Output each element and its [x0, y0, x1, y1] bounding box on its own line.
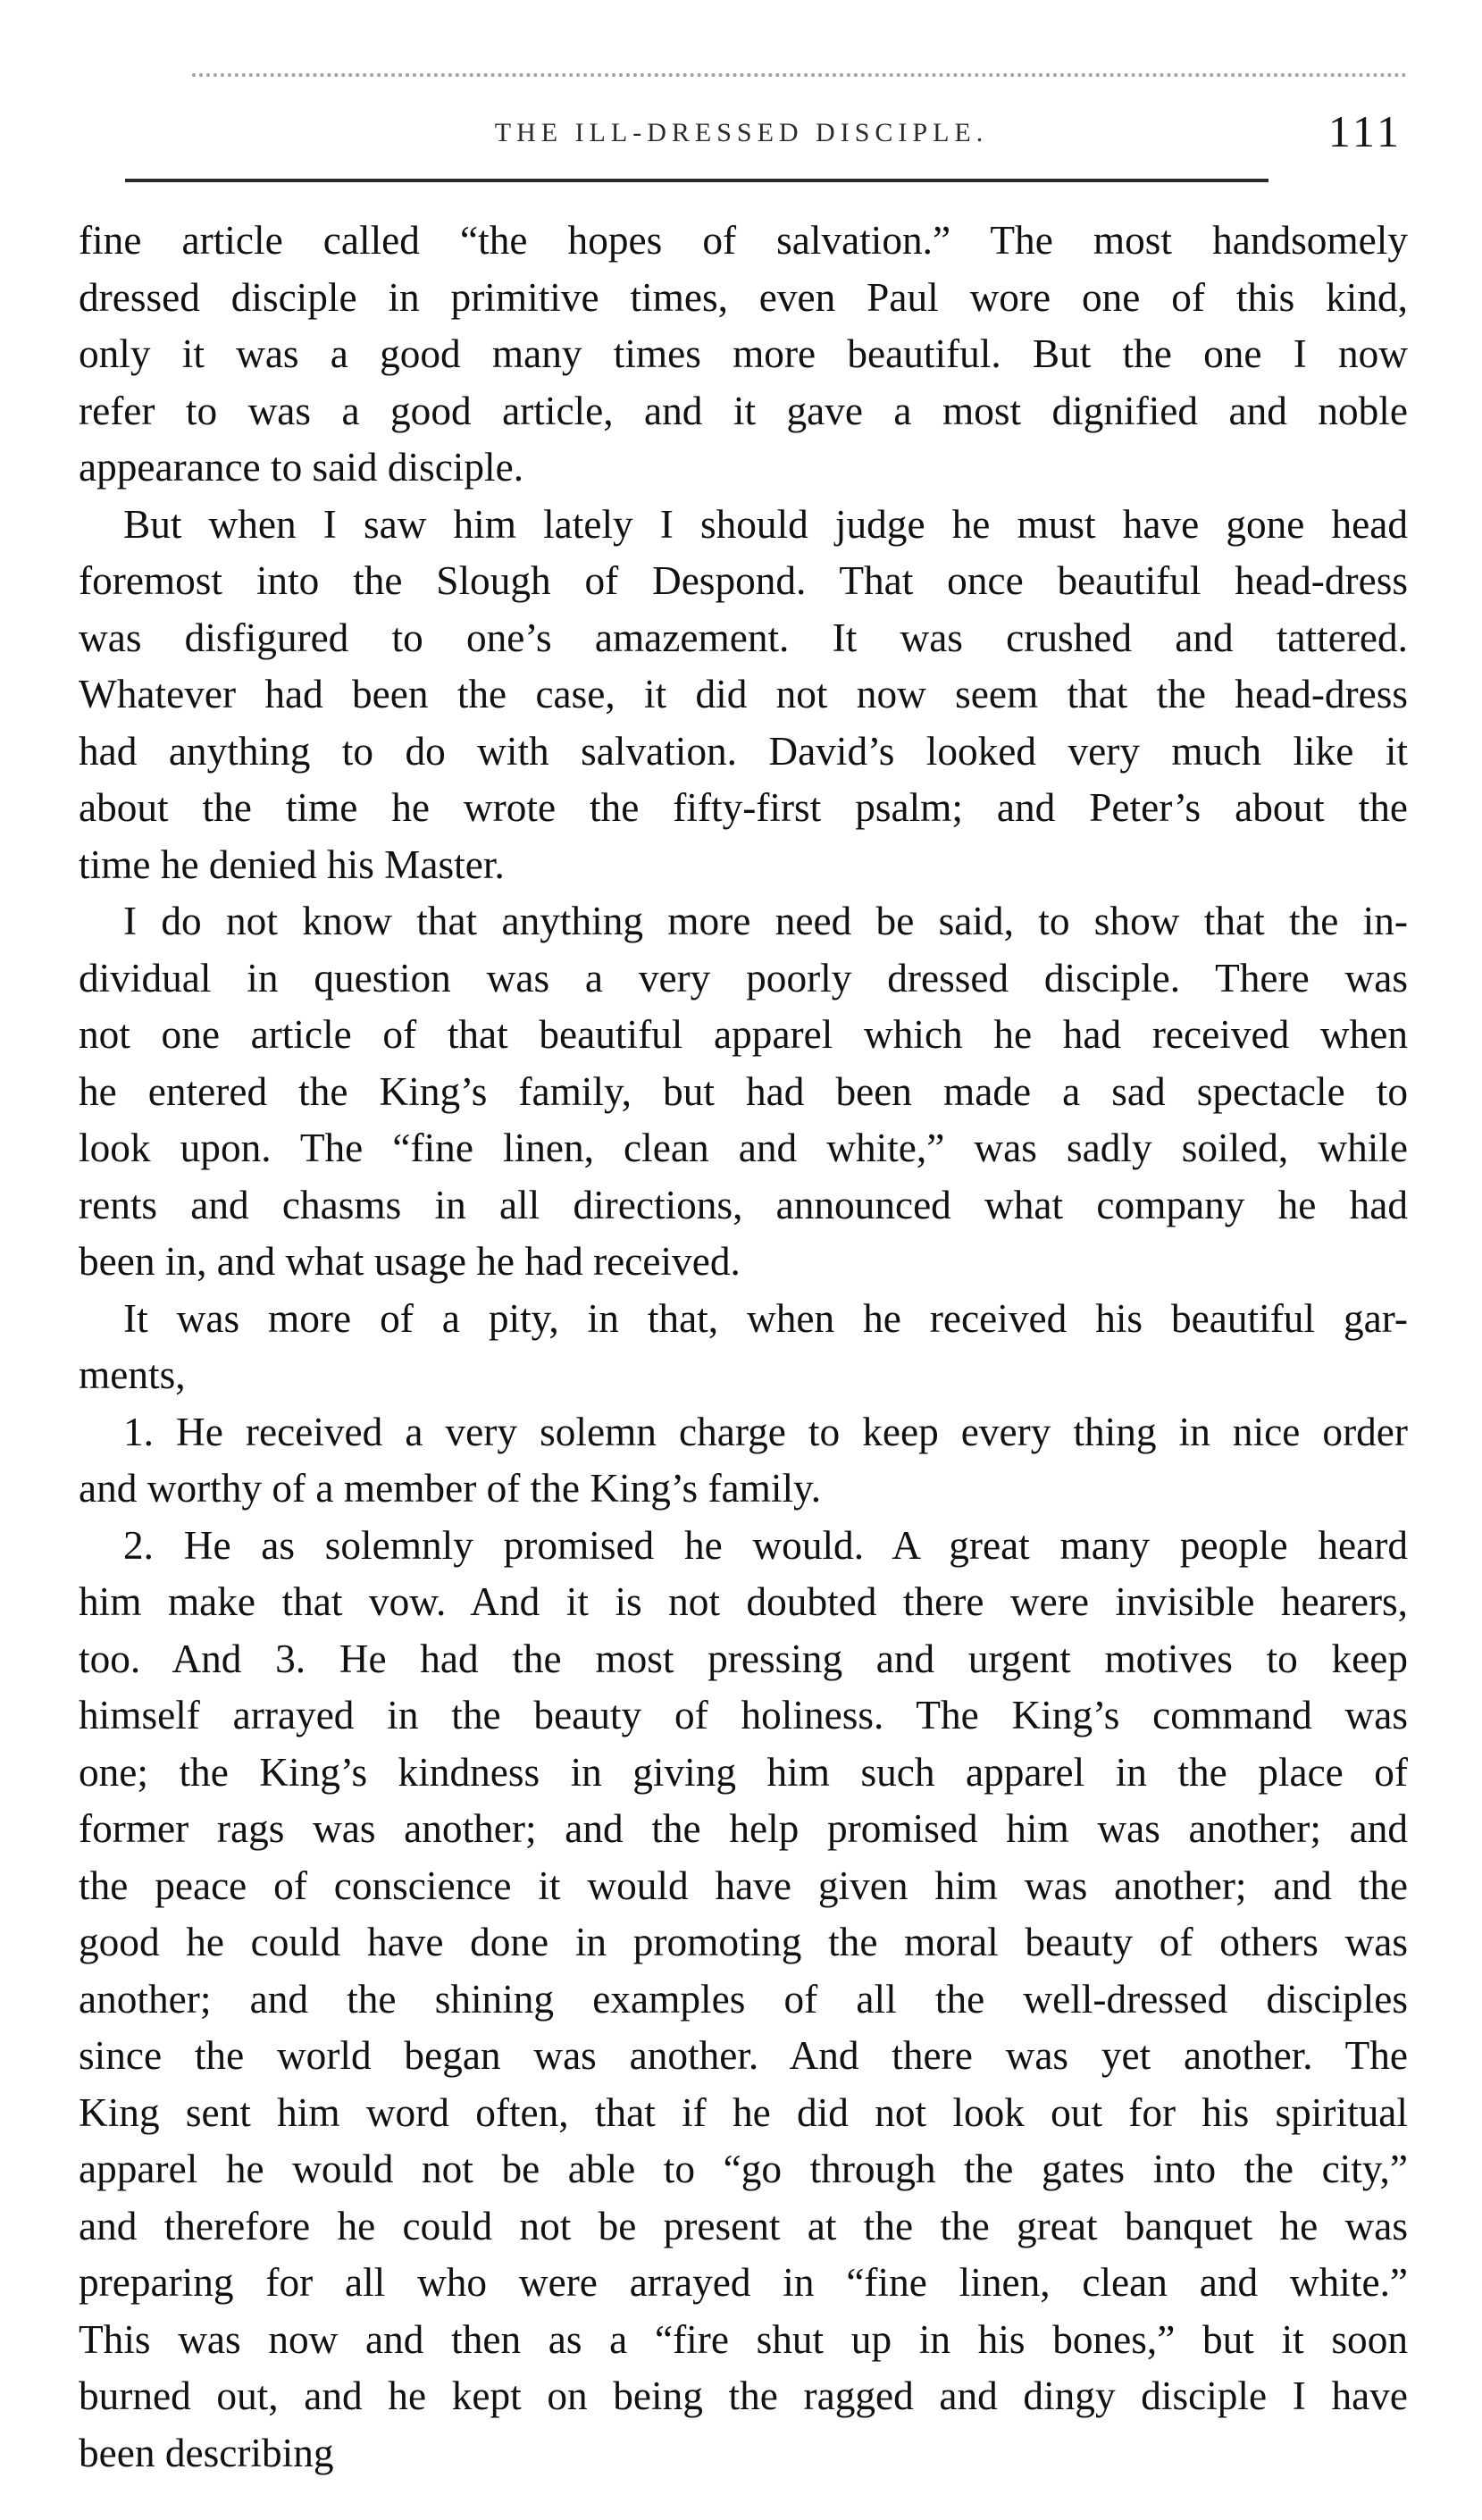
body-text	[79, 213, 1408, 2482]
text-line: burned out, and he kept on being the ragged and dingy disciple I have	[79, 2373, 1408, 2418]
paragraph	[79, 1291, 1408, 1404]
running-head: THE ILL-DRESSED DISCIPLE.	[494, 118, 989, 147]
text-line: been describing	[79, 2430, 334, 2475]
text-line: only it was a good many times more beautiful. But the one I now	[79, 331, 1408, 376]
text-line: I do not know that anything more need be said, to show that the in-	[123, 899, 1408, 943]
text-line: been in, and what usage he had received.	[79, 1239, 741, 1284]
text-line: But when I saw him lately I should judge he must have gone head	[123, 501, 1408, 547]
text-line: appearance to said disciple.	[79, 445, 524, 490]
text-line: look upon. The “fine linen, clean and white,” was sadly soiled, while	[79, 1126, 1408, 1170]
page-header	[80, 105, 1402, 163]
text-line: not one article of that beautiful apparel which he had received when	[79, 1012, 1408, 1057]
text-line: preparing for all who were arrayed in “fine linen, clean and white.”	[79, 2260, 1408, 2305]
text-line: too. And 3. He had the most pressing and urgent motives to keep	[79, 1636, 1408, 1681]
paragraph	[79, 893, 1408, 1291]
text-line: This was now and then as a “fire shut up in his bones,” but it soon	[79, 2316, 1408, 2362]
text-line: foremost into the Slough of Despond. That once beautiful head-dress	[79, 558, 1408, 603]
paragraph	[79, 1404, 1408, 1518]
text-line: fine article called “the hopes of salvation.” The most handsomely	[79, 218, 1408, 263]
text-line: time he denied his Master.	[79, 841, 505, 887]
text-line: he entered the King’s family, but had been made a sad spectacle to	[79, 1068, 1408, 1114]
text-line: apparel he would not be able to “go through the gates into the city,”	[79, 2147, 1408, 2191]
text-line: dressed disciple in primitive times, even Paul wore one of this kind,	[79, 274, 1408, 320]
text-line: him make that vow. And it is not doubted there were invisible hearers,	[79, 1579, 1408, 1624]
header-rule	[125, 179, 1268, 182]
text-line: about the time he wrote the fifty-first psalm; and Peter’s about the	[79, 785, 1408, 830]
text-line: since the world began was another. And there was yet another. The	[79, 2033, 1408, 2078]
text-line: Whatever had been the case, it did not now seem that the head-dress	[79, 672, 1408, 716]
text-line: It was more of a pity, in that, when he received his beautiful gar-	[123, 1295, 1408, 1341]
text-line: rents and chasms in all directions, announced what company he had	[79, 1182, 1408, 1227]
text-line: good he could have done in promoting the moral beauty of others was	[79, 1920, 1408, 1964]
paragraph	[79, 497, 1408, 894]
text-line: and therefore he could not be present at the the great banquet he was	[79, 2203, 1408, 2248]
paragraph	[79, 1518, 1408, 2482]
text-line: and worthy of a member of the King’s family.	[79, 1466, 822, 1511]
text-line: one; the King’s kindness in giving him such apparel in the place of	[79, 1749, 1408, 1795]
text-line: another; and the shining examples of all the well-dressed disciples	[79, 1976, 1408, 2022]
text-line: refer to was a good article, and it gave a most dignified and noble	[79, 388, 1408, 433]
page-number: 111	[1327, 106, 1402, 156]
text-line: King sent him word often, that if he did not look out for his spiritual	[79, 2089, 1408, 2135]
paragraph	[79, 213, 1408, 497]
text-line: 2. He as solemnly promised he would. A great many people heard	[123, 1522, 1408, 1568]
text-line: dividual in question was a very poorly dressed disciple. There was	[79, 955, 1408, 1000]
text-line: ments,	[79, 1352, 186, 1397]
text-line: had anything to do with salvation. David’s looked very much like it	[79, 728, 1408, 774]
text-line: the peace of conscience it would have given him was another; and the	[79, 1863, 1408, 1908]
top-dotted-rule	[192, 73, 1407, 82]
text-line: was disfigured to one’s amazement. It was crushed and tattered.	[79, 615, 1408, 660]
text-line: 1. He received a very solemn charge to keep every thing in nice order	[123, 1409, 1408, 1454]
text-line: himself arrayed in the beauty of holiness. The King’s command was	[79, 1693, 1408, 1737]
text-line: former rags was another; and the help promised him was another; and	[79, 1806, 1408, 1851]
